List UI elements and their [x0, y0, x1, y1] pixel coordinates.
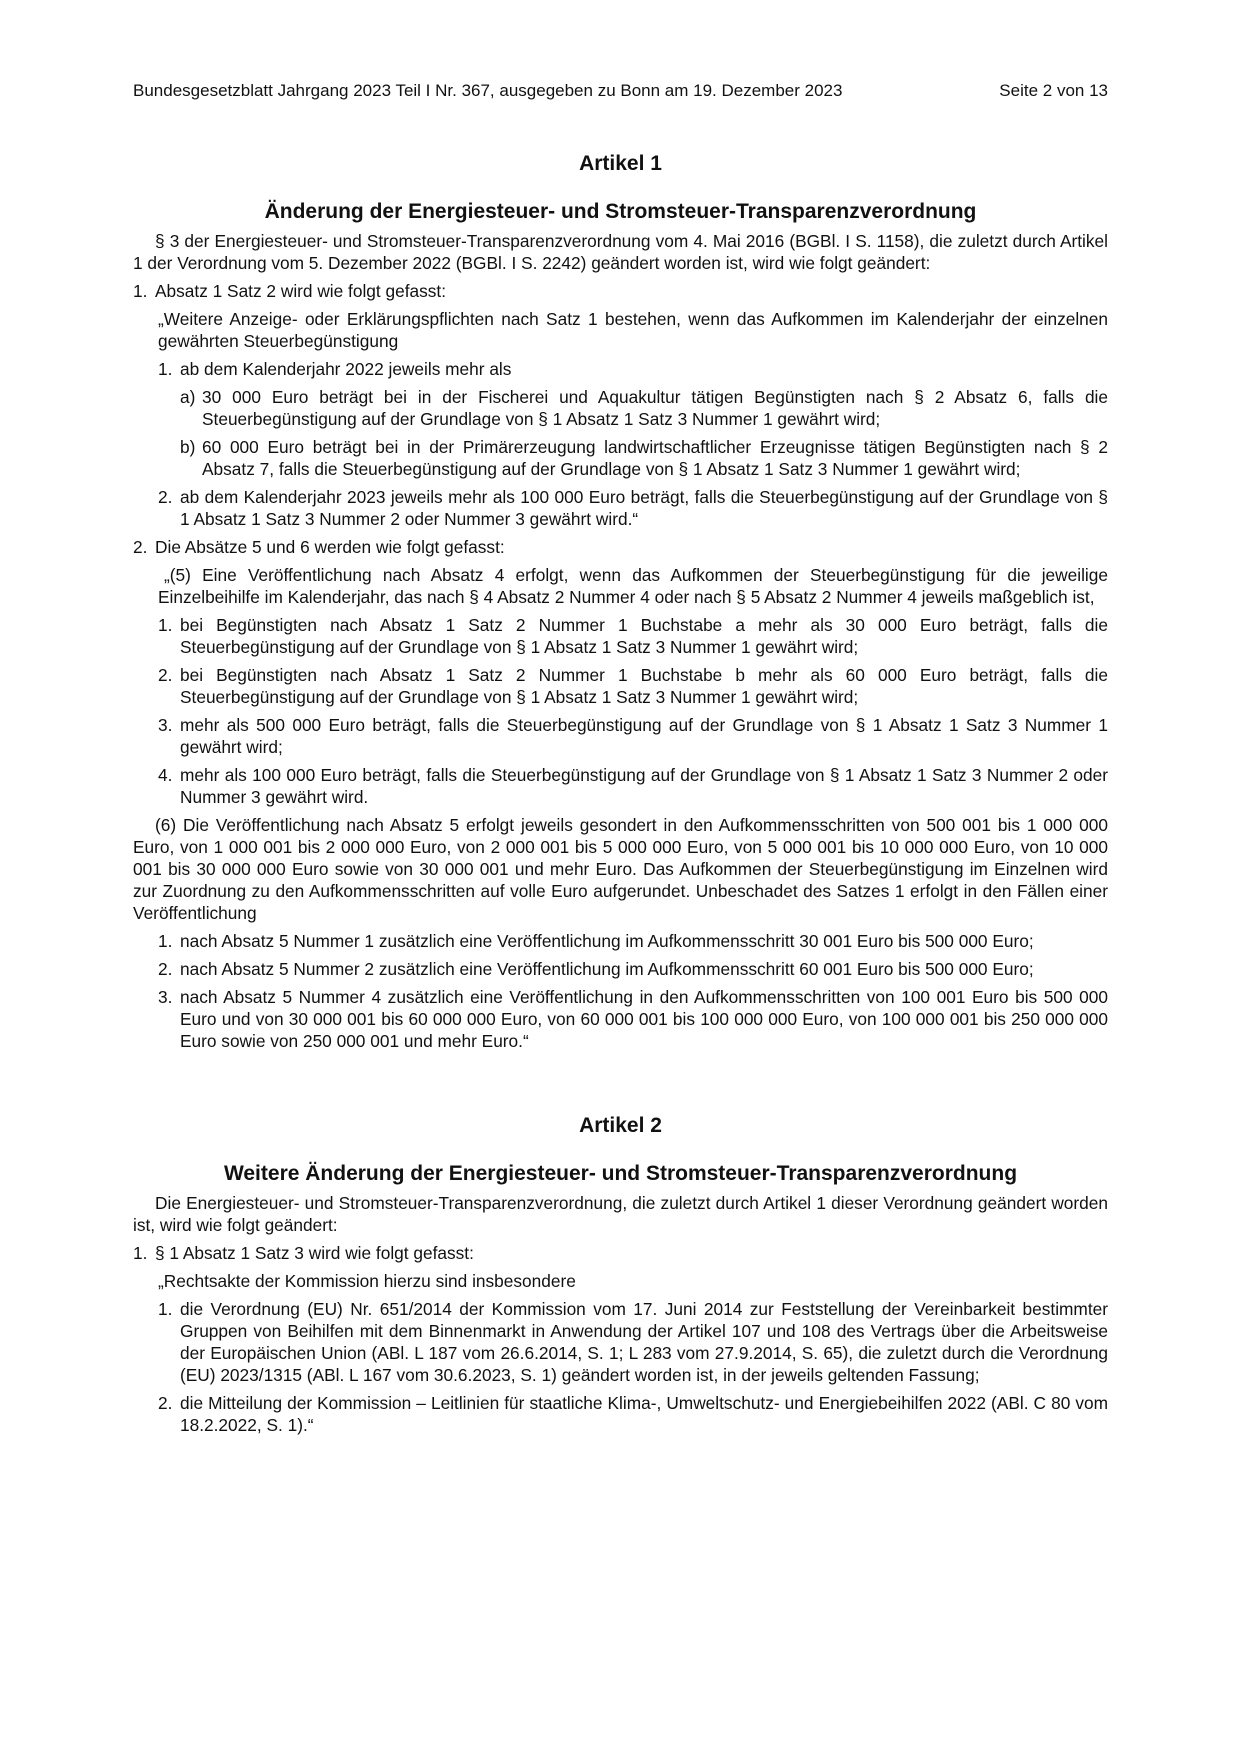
article-1-title: Artikel 1 — [579, 152, 662, 175]
item-text: bei Begünstigten nach Absatz 1 Satz 2 Nummer 1 Buchstabe b mehr als 60 000 Euro beträgt, falls die Steuerbegünstigung auf der Grundlage von § 1 Absatz 1 Satz 3 Nummer 1 gewährt wird; — [180, 665, 1108, 707]
list-item — [133, 358, 1108, 380]
item-text: Absatz 1 Satz 2 wird wie folgt gefasst: — [155, 281, 447, 301]
article-1-intro: § 3 der Energiesteuer- und Stromsteuer-Transparenzverordnung vom 4. Mai 2016 (BGBl. I S. 1158), die zuletzt durch Artikel 1 der Verordnung vom 5. Dezember 2022 (BGBl. I S. 2242) geändert worden ist, wird wie folgt geändert: — [133, 231, 1108, 273]
item-text: nach Absatz 5 Nummer 4 zusätzlich eine Veröffentlichung in den Aufkommensschritten von 100 001 Euro bis 500 000 Euro und von 30 000 001 bis 60 000 000 Euro, von 60 000 001 bis 100 000 000 Euro, von 100 000 001 bis 250 000 000 Euro sowie von 250 000 001 und mehr Euro.“ — [180, 987, 1108, 1051]
list-item — [133, 614, 1108, 658]
item-number: 1. — [158, 931, 173, 951]
item-number: 3. — [158, 987, 173, 1007]
item-letter: b) — [180, 437, 196, 457]
item-text: die Mitteilung der Kommission – Leitlinien für staatliche Klima-, Umweltschutz- und Energiebeihilfen 2022 (ABl. C 80 vom 18.2.2022, S. 1).“ — [180, 1393, 1108, 1435]
item-text: bei Begünstigten nach Absatz 1 Satz 2 Nummer 1 Buchstabe a mehr als 30 000 Euro beträgt, falls die Steuerbegünstigung auf der Grundlage von § 1 Absatz 1 Satz 3 Nummer 1 gewährt wird; — [180, 615, 1108, 657]
item-text: § 1 Absatz 1 Satz 3 wird wie folgt gefasst: — [155, 1243, 474, 1263]
item-number: 4. — [158, 765, 173, 785]
list-item — [133, 536, 1108, 558]
item-text: 60 000 Euro beträgt bei in der Primärerzeugung landwirtschaftlicher Erzeugnisse tätigen Begünstigten nach § 2 Absatz 7, falls die Steuerbegünstigung auf der Grundlage von § 1 Absatz 1 Satz 3 Nummer 1 gewährt wird; — [202, 437, 1108, 479]
list-item — [133, 958, 1108, 980]
item-number: 2. — [133, 537, 148, 557]
article-1-subtitle: Änderung der Energiesteuer- und Stromsteuer-Transparenzverordnung — [264, 200, 977, 223]
item-number: 2. — [158, 1393, 173, 1413]
article-2-title: Artikel 2 — [579, 1114, 662, 1137]
list-item — [133, 1392, 1108, 1436]
item-number: 3. — [158, 715, 173, 735]
item-number: 1. — [158, 1299, 173, 1319]
gazette-reference: Bundesgesetzblatt Jahrgang 2023 Teil I Nr. 367, ausgegeben zu Bonn am 19. Dezember 2023 — [133, 81, 843, 100]
list-item — [133, 714, 1108, 758]
section-spacer — [133, 1058, 1108, 1113]
article-2-subtitle: Weitere Änderung der Energiesteuer- und Stromsteuer-Transparenzverordnung — [223, 1162, 1018, 1185]
item-number: 2. — [158, 665, 173, 685]
item-text: 30 000 Euro beträgt bei in der Fischerei und Aquakultur tätigen Begünstigten nach § 2 Absatz 6, falls die Steuerbegünstigung auf der Grundlage von § 1 Absatz 1 Satz 3 Nummer 1 gewährt wird; — [202, 387, 1108, 429]
list-item — [133, 930, 1108, 952]
quoted-text: „(5) Eine Veröffentlichung nach Absatz 4 erfolgt, wenn das Aufkommen der Steuerbegünstigung für die jeweilige Einzelbeihilfe im Kalenderjahr, das nach § 4 Absatz 2 Nummer 4 oder nach § 5 Absatz 2 Nummer 4 jeweils maßgeblich ist, — [158, 565, 1108, 607]
list-item — [133, 280, 1108, 302]
item-text: ab dem Kalenderjahr 2022 jeweils mehr als — [180, 359, 512, 379]
item-number: 1. — [133, 281, 148, 301]
quoted-text: „Weitere Anzeige- oder Erklärungspflichten nach Satz 1 bestehen, wenn das Aufkommen im Kalenderjahr der einzelnen gewährten Steuerbegünstigung — [158, 309, 1108, 351]
page-number: Seite 2 von 13 — [999, 81, 1108, 100]
list-item — [133, 1242, 1108, 1264]
item-number: 1. — [158, 615, 173, 635]
item-text: ab dem Kalenderjahr 2023 jeweils mehr als 100 000 Euro beträgt, falls die Steuerbegünstigung auf der Grundlage von § 1 Absatz 1 Satz 3 Nummer 2 oder Nummer 3 gewährt wird.“ — [180, 487, 1108, 529]
item-text: nach Absatz 5 Nummer 1 zusätzlich eine Veröffentlichung im Aufkommensschritt 30 001 Euro bis 500 000 Euro; — [180, 931, 1034, 951]
article-2-intro: Die Energiesteuer- und Stromsteuer-Transparenzverordnung, die zuletzt durch Artikel 1 dieser Verordnung geändert worden ist, wird wie folgt geändert: — [133, 1193, 1108, 1235]
list-item — [133, 1298, 1108, 1386]
item-text: Die Absätze 5 und 6 werden wie folgt gefasst: — [155, 537, 505, 557]
quoted-text: „Rechtsakte der Kommission hierzu sind insbesondere — [158, 1271, 576, 1291]
list-item — [133, 764, 1108, 808]
page-header — [133, 80, 1108, 102]
list-item — [133, 986, 1108, 1052]
item-text: mehr als 100 000 Euro beträgt, falls die Steuerbegünstigung auf der Grundlage von § 1 Absatz 1 Satz 3 Nummer 2 oder Nummer 3 gewährt wird. — [180, 765, 1108, 807]
list-item — [133, 664, 1108, 708]
item-number: 2. — [158, 959, 173, 979]
item-number: 2. — [158, 487, 173, 507]
item-number: 1. — [158, 359, 173, 379]
item-text: die Verordnung (EU) Nr. 651/2014 der Kommission vom 17. Juni 2014 zur Feststellung der Vereinbarkeit bestimmter Gruppen von Beihilfen mit dem Binnenmarkt in Anwendung der Artikel 107 und 108 des Vertrags über die Arbeitsweise der Europäischen Union (ABl. L 187 vom 26.6.2014, S. 1; L 283 vom 27.9.2014, S. 65), die zuletzt durch die Verordnung (EU) 2023/1315 (ABl. L 167 vom 30.6.2023, S. 1) geändert worden ist, in der jeweils geltenden Fassung; — [180, 1299, 1108, 1385]
list-item — [133, 386, 1108, 430]
list-item — [133, 486, 1108, 530]
item-text: nach Absatz 5 Nummer 2 zusätzlich eine Veröffentlichung im Aufkommensschritt 60 001 Euro bis 500 000 Euro; — [180, 959, 1034, 979]
paragraph-6: (6) Die Veröffentlichung nach Absatz 5 erfolgt jeweils gesondert in den Aufkommensschritten von 500 001 bis 1 000 000 Euro, von 1 000 001 bis 2 000 000 Euro, von 2 000 001 bis 5 000 000 Euro, von 5 000 001 bis 10 000 000 Euro, von 10 000 001 bis 30 000 000 Euro sowie von 30 000 001 und mehr Euro. Das Aufkommen der Steuerbegünstigung im Einzelnen wird zur Zuordnung zu den Aufkommensschritten auf volle Euro aufgerundet. Unbeschadet des Satzes 1 erfolgt in den Fällen einer Veröffentlichung — [133, 815, 1108, 923]
item-letter: a) — [180, 387, 196, 407]
document-body — [133, 151, 1108, 1442]
list-item — [133, 436, 1108, 480]
item-number: 1. — [133, 1243, 148, 1263]
item-text: mehr als 500 000 Euro beträgt, falls die Steuerbegünstigung auf der Grundlage von § 1 Absatz 1 Satz 3 Nummer 1 gewährt wird; — [180, 715, 1108, 757]
